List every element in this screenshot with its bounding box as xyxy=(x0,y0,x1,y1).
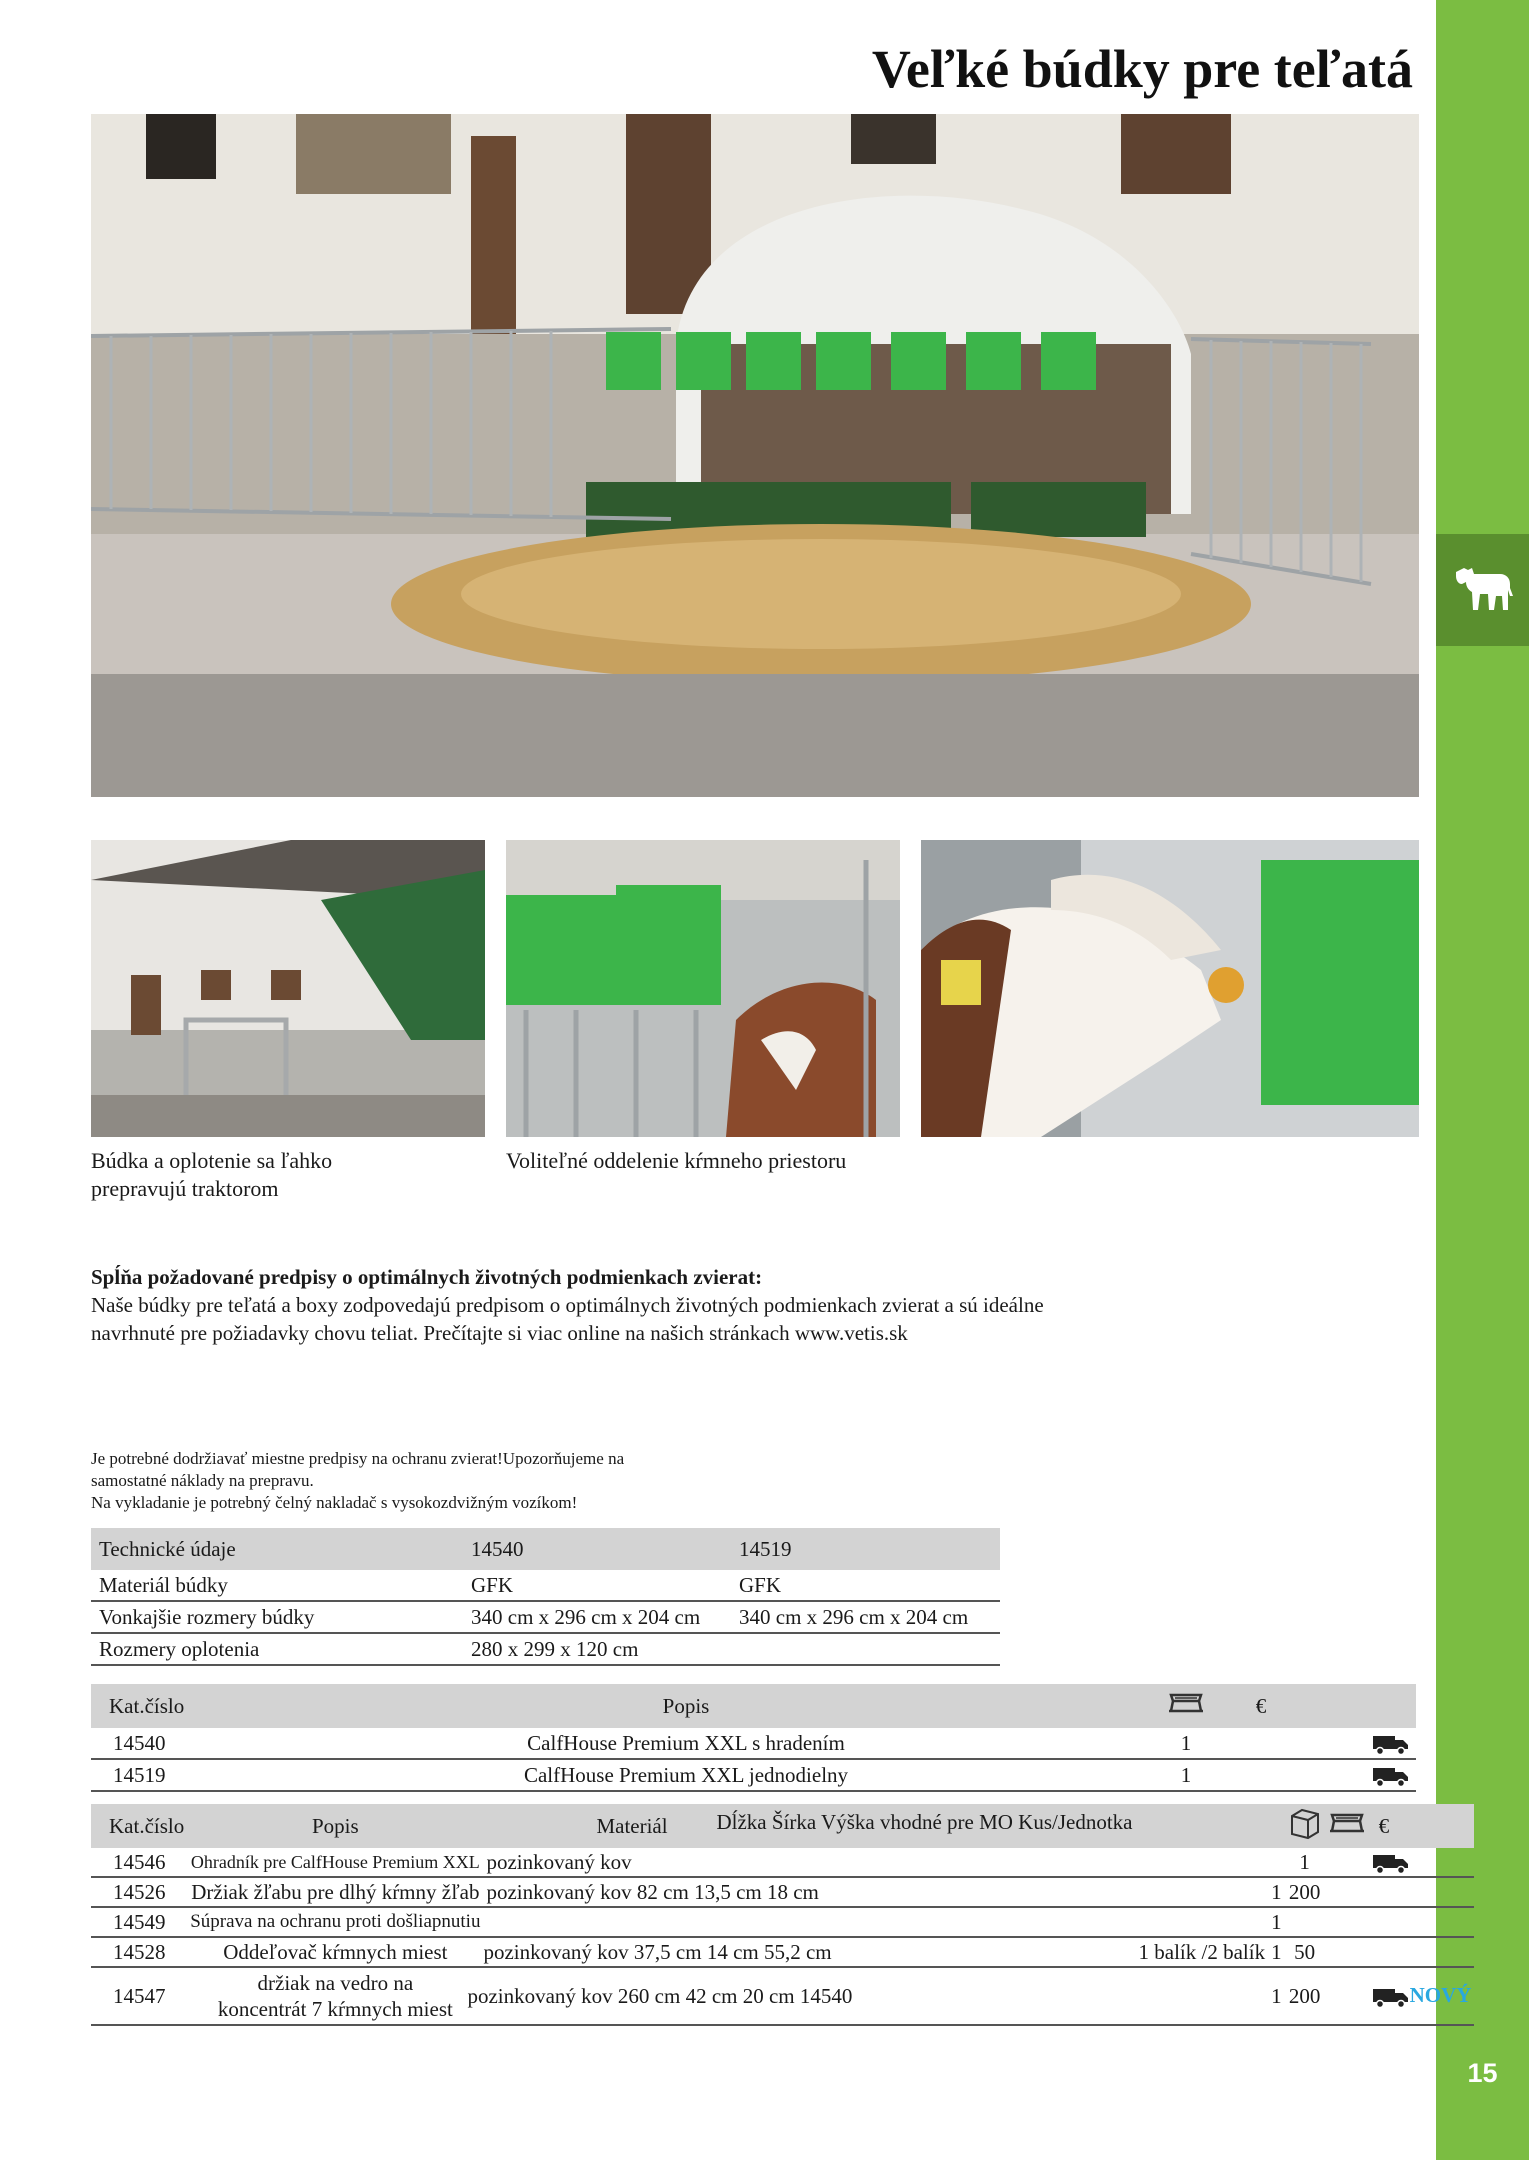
table-cell: 14540 xyxy=(91,1728,221,1759)
currency-label: € xyxy=(1221,1684,1301,1728)
cow-icon xyxy=(1452,562,1514,619)
header-cell: 14540 xyxy=(463,1528,731,1570)
note-line: Na vykladanie je potrebný čelný nakladač s vysokozdvižným vozíkom! xyxy=(91,1493,578,1512)
pallet-icon xyxy=(1151,1684,1221,1728)
table-row xyxy=(91,1937,1474,1967)
accessory-table xyxy=(91,1804,1474,2026)
table-cell xyxy=(731,1633,1000,1665)
table-cell: 14528 xyxy=(91,1937,187,1967)
table-cell: 1 xyxy=(1151,1759,1221,1791)
table-cell: 1 balík /2 balík xyxy=(1136,1937,1269,1967)
table-cell: GFK xyxy=(731,1570,1000,1601)
table-cell: 1 xyxy=(1268,1967,1285,2025)
table-row xyxy=(91,1759,1416,1791)
caption-divider: Voliteľné oddelenie kŕmneho priestoru xyxy=(506,1148,847,1173)
photo-feeding-divider xyxy=(506,840,900,1137)
header-cell: Kat.číslo xyxy=(91,1684,221,1728)
table-cell: GFK xyxy=(463,1570,731,1601)
new-badge: NOVÝ xyxy=(1409,1983,1472,2008)
product-table xyxy=(91,1684,1416,1792)
table-cell: CalfHouse Premium XXL s hradením xyxy=(221,1728,1151,1759)
technical-data-table xyxy=(91,1528,1000,1666)
header-material: Materiál xyxy=(596,1813,668,1838)
table-row xyxy=(91,1877,1474,1907)
table-header-row xyxy=(91,1804,1474,1848)
table-cell: 1 xyxy=(1268,1937,1285,1967)
table-cell: 14549 xyxy=(91,1907,187,1937)
table-cell: 50 xyxy=(1285,1937,1325,1967)
box-icon xyxy=(1285,1804,1325,1848)
table-cell: Rozmery oplotenia xyxy=(91,1633,463,1665)
info-body: Naše búdky pre teľatá a boxy zodpovedajú predpisom o optimálnych životných podmienkach zvierat a sú ideálne navrhnuté pre požiadavky chovu teliat. Prečítajte si viac online na našich stránkach www.vetis.sk xyxy=(91,1293,1044,1345)
table-header-row xyxy=(91,1684,1416,1728)
table-cell: pozinkovaný kov 82 cm 13,5 cm 18 cm xyxy=(483,1877,1135,1907)
truck-icon xyxy=(1369,1848,1475,1877)
table-row xyxy=(91,1570,1000,1601)
table-cell: CalfHouse Premium XXL jednodielny xyxy=(221,1759,1151,1791)
note-line: Je potrebné dodržiavať miestne predpisy na ochranu zvierat!Upozorňujeme na xyxy=(91,1449,625,1468)
desc-line: držiak na vedro na xyxy=(257,1971,414,1995)
info-heading: Spĺňa požadované predpisy o optimálnych životných podmienkach zvierat: xyxy=(91,1265,763,1289)
table-cell: 14546 xyxy=(91,1848,187,1877)
table-cell: 280 x 299 x 120 cm xyxy=(463,1633,731,1665)
category-tab[interactable] xyxy=(1436,534,1529,646)
truck-icon xyxy=(1372,1987,1410,2009)
table-cell: Oddeľovač kŕmnych miest xyxy=(187,1937,483,1967)
table-cell: 200 xyxy=(1285,1967,1325,2025)
photo-tractor-transport xyxy=(91,840,485,1137)
currency-label: € xyxy=(1369,1804,1475,1848)
table-cell: pozinkovaný kov 260 cm 42 cm 20 cm 14540 xyxy=(467,1967,1119,2025)
table-cell: Materiál búdky xyxy=(91,1570,463,1601)
page-number: 15 xyxy=(1467,2058,1498,2088)
truck-icon xyxy=(1301,1728,1416,1759)
table-cell: 1 xyxy=(1151,1728,1221,1759)
note-line: samostatné náklady na prepravu. xyxy=(91,1471,314,1490)
table-row xyxy=(91,1907,1474,1937)
table-row xyxy=(91,1601,1000,1633)
pallet-icon xyxy=(1325,1804,1369,1848)
caption-tractor: Búdka a oplotenie sa ľahko prepravujú traktorom xyxy=(91,1148,333,1201)
table-cell xyxy=(187,1967,483,2025)
table-header-row xyxy=(91,1528,1000,1570)
photo-calves-drinking xyxy=(921,840,1419,1137)
main-photo-calf-house xyxy=(91,114,1419,797)
table-cell: 340 cm x 296 cm x 204 cm xyxy=(463,1601,731,1633)
table-cell: 14526 xyxy=(91,1877,187,1907)
header-cell: Kat.číslo xyxy=(91,1804,187,1848)
table-cell: 1 xyxy=(1268,1877,1285,1907)
table-cell: Vonkajšie rozmery búdky xyxy=(91,1601,463,1633)
table-row xyxy=(91,1728,1416,1759)
table-cell: pozinkovaný kov xyxy=(483,1848,1135,1877)
table-row xyxy=(91,1848,1474,1877)
header-cell: Popis xyxy=(187,1804,483,1848)
table-cell: pozinkovaný kov 37,5 cm 14 cm 55,2 cm xyxy=(483,1937,1135,1967)
table-cell: 340 cm x 296 cm x 204 cm xyxy=(731,1601,1000,1633)
table-cell: 1 xyxy=(1285,1848,1325,1877)
table-cell: 1 xyxy=(1268,1907,1285,1937)
table-cell: Držiak žľabu pre dlhý kŕmny žľab xyxy=(187,1877,483,1907)
header-cell xyxy=(483,1804,1135,1848)
header-cell: Technické údaje xyxy=(91,1528,463,1570)
header-dimensions: Dĺžka Šírka Výška vhodné pre MO Kus/Jednotka xyxy=(716,1809,1133,1834)
page-title: Veľké búdky pre teľatá xyxy=(871,39,1413,99)
truck-icon-cell xyxy=(1369,1967,1475,2025)
truck-icon xyxy=(1301,1759,1416,1791)
header-cell: Popis xyxy=(221,1684,1151,1728)
desc-line: koncentrát 7 kŕmnych miest xyxy=(217,1997,453,2021)
table-cell: Ohradník pre CalfHouse Premium XXL xyxy=(187,1848,483,1877)
table-cell: 14519 xyxy=(91,1759,221,1791)
table-row xyxy=(91,1633,1000,1665)
table-cell: 200 xyxy=(1285,1877,1325,1907)
header-cell: 14519 xyxy=(731,1528,1000,1570)
table-cell: 14547 xyxy=(91,1967,187,2025)
table-row xyxy=(91,1967,1474,2025)
notes xyxy=(91,1448,811,1514)
table-cell: Súprava na ochranu proti došliapnutiu xyxy=(187,1907,483,1937)
